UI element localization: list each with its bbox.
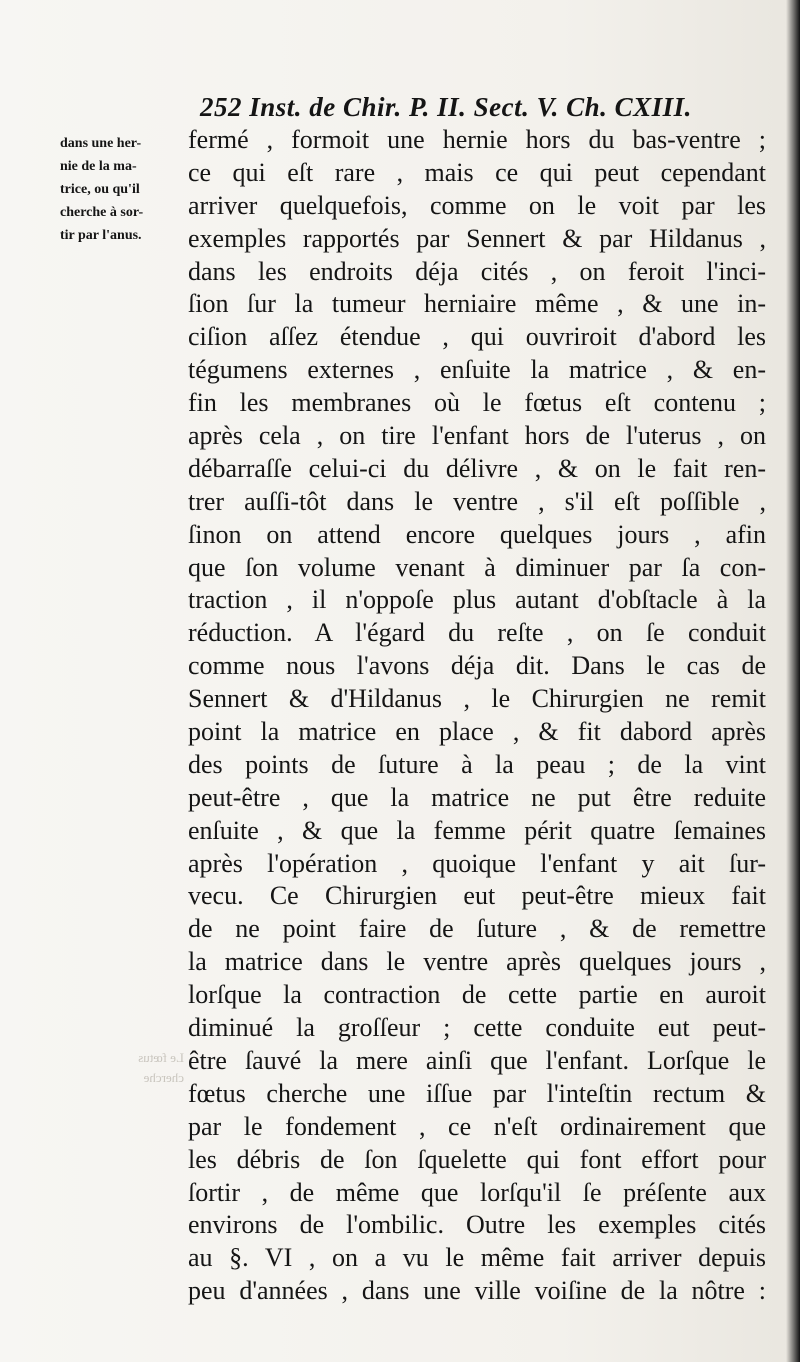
margin-note-line: trice, ou qu'il [60, 182, 140, 197]
text-line: après cela , on tire l'enfant hors de l'uterus , on [188, 421, 766, 451]
margin-note-line: tir par l'anus. [60, 228, 142, 243]
text-line: réduction. A l'égard du reſte , on ſe conduit [188, 618, 766, 648]
text-line: enſuite , & que la femme périt quatre ſemaines [188, 815, 766, 845]
margin-note-line: dans une her- [60, 136, 142, 151]
bleed-through-margin-note [64, 1048, 184, 1088]
text-line: ciſion aſſez étendue , qui ouvriroit d'abord les [188, 322, 766, 352]
text-line: comme nous l'avons déja dit. Dans le cas de [188, 651, 766, 681]
text-line: les débris de ſon ſquelette qui font effort pour [188, 1144, 766, 1174]
text-line: ſortir , de même que lorſqu'il ſe préſente aux [188, 1177, 766, 1207]
text-line: diminué la groſſeur ; cette conduite eut peut- [188, 1013, 766, 1043]
text-line: ce qui eſt rare , mais ce qui peut cependant [188, 157, 766, 187]
text-line: tégumens externes , enſuite la matrice , & en- [188, 355, 766, 385]
text-line: fermé , formoit une hernie hors du bas-ventre ; [188, 125, 766, 154]
text-line: après l'opération , quoique l'enfant y ait ſur- [188, 848, 766, 878]
text-line: au §. VI , on a vu le même fait arriver depuis [188, 1243, 766, 1273]
text-line: par le fondement , ce n'eſt ordinairement que [188, 1111, 766, 1141]
text-line: fœtus cherche une iſſue par l'inteſtin rectum & [188, 1078, 766, 1108]
text-line: exemples rapportés par Sennert & par Hildanus , [188, 223, 766, 253]
text-line: la matrice dans le ventre après quelques jours , [188, 947, 766, 977]
text-line: ſinon on attend encore quelques jours , afin [188, 519, 766, 549]
text-line: environs de l'ombilic. Outre les exemples cités [188, 1210, 766, 1240]
text-line: des points de ſuture à la peau ; de la vint [188, 749, 766, 779]
bleed-through-line: Le fœtus [138, 1050, 184, 1065]
margin-note-line: nie de la ma- [60, 159, 137, 174]
running-head: 252 Inst. de Chir. P. II. Sect. V. Ch. CXIII. [200, 92, 692, 122]
text-line: point la matrice en place , & fit dabord après [188, 717, 766, 747]
text-line: trer auſſi-tôt dans le ventre , s'il eſt poſſible , [188, 486, 766, 516]
text-line: débarraſſe celui-ci du délivre , & on le fait ren- [188, 453, 766, 483]
text-line: vecu. Ce Chirurgien eut peut-être mieux fait [188, 881, 766, 911]
margin-note-line: cherche à sor- [60, 205, 144, 220]
bleed-through-line: cherche [143, 1070, 184, 1085]
text-line: ſion ſur la tumeur herniaire même , & une in- [188, 289, 766, 319]
text-line: de ne point faire de ſuture , & de remettre [188, 914, 766, 944]
text-line: peu d'années , dans une ville voiſine de la nôtre : [188, 1276, 766, 1306]
text-line: être ſauvé la mere ainſi que l'enfant. Lorſque le [188, 1045, 766, 1075]
text-line: lorſque la contraction de cette partie en auroit [188, 980, 766, 1010]
text-line: fin les membranes où le fœtus eſt contenu ; [188, 388, 766, 418]
text-line: arriver quelquefois, comme on le voit par les [188, 190, 766, 220]
text-line: dans les endroits déja cités , on feroit l'inci- [188, 256, 766, 286]
body-text [188, 124, 766, 1308]
text-line: que ſon volume venant à diminuer par ſa con- [188, 552, 766, 582]
margin-note [60, 132, 185, 247]
text-line: traction , il n'oppoſe plus autant d'obſtacle à la [188, 585, 766, 615]
page-edge-shadow [786, 0, 800, 1362]
text-line: Sennert & d'Hildanus , le Chirurgien ne remit [188, 684, 766, 714]
text-line: peut-être , que la matrice ne put être reduite [188, 782, 766, 812]
